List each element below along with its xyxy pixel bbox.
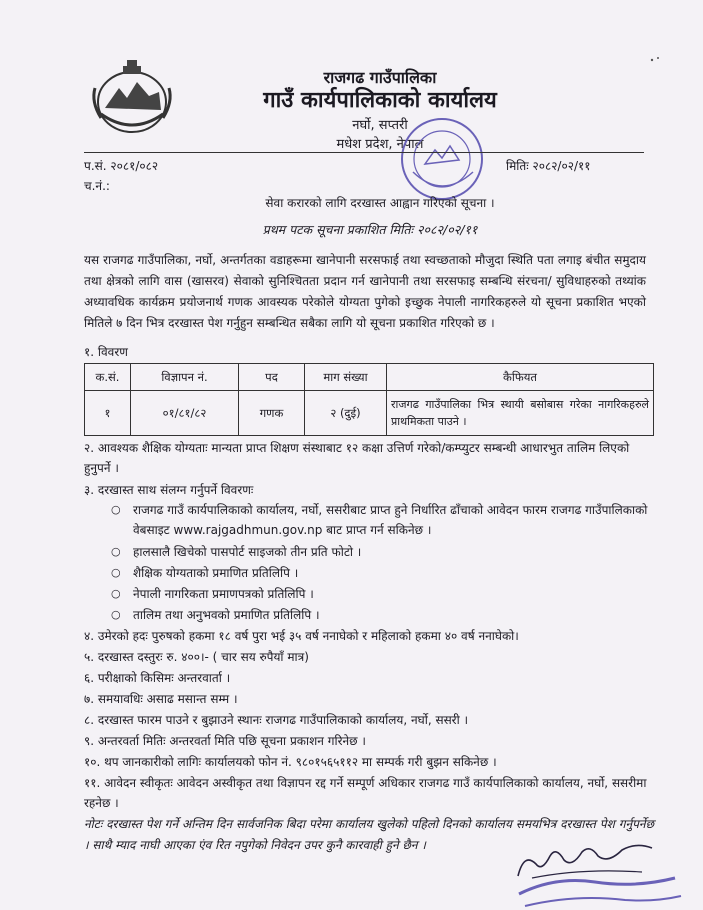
fiscal-year-ref: प.सं. २०८१/०८२: [84, 159, 159, 173]
vacancy-table: [84, 363, 654, 436]
bullet-icon: ○: [111, 566, 121, 579]
list-item-text: तालिम तथा अनुभवको प्रमाणित प्रतिलिपि ।: [133, 608, 320, 622]
table-cell-remark: राजगढ गाउँपालिका भित्र स्थायी बसोबास गरेका नागरिकहरुले प्राथमिकता पाउने ।: [387, 391, 654, 436]
list-item: [111, 500, 653, 540]
list-item-text: नेपाली नागरिकता प्रमाणपत्रको प्रतिलिपि ।: [133, 587, 314, 601]
table-header-row: [85, 364, 654, 391]
item-3-title: ३. दरखास्त साथ संलग्न गर्नुपर्ने विवरणः: [84, 483, 254, 497]
signatory-stamp: [515, 872, 685, 910]
notice-subject: सेवा करारको लागि दरखास्त आह्वान गरिएको सूचना ।: [265, 196, 495, 210]
header-divider: [84, 152, 644, 153]
list-item-text: शैक्षिक योग्यताको प्रमाणित प्रतिलिपि ।: [133, 566, 299, 580]
item-10-contact: १०. थप जानकारीको लागिः कार्यालयको फोन नं. ९८०१५६५११२ मा सम्पर्क गरी बुझन सकिनेछ ।: [84, 755, 497, 769]
first-published-date: प्रथम पटक सूचना प्रकाशित मितिः २०८२/०२/११: [262, 222, 478, 237]
item-8-place: ८. दरखास्त फारम पाउने र बुझाउने स्थानः राजगढ गाउँपालिकाको कार्यालय, नर्घो, ससरी ।: [84, 713, 469, 727]
table-header-cell: विज्ञापन नं.: [131, 364, 239, 391]
table-cell-ad-number: ०१/८१/८२: [131, 391, 239, 436]
intro-paragraph: यस राजगढ गाउँपालिका, नर्घो, अन्तर्गतका वडाहरूमा खानेपानी सरसफाई तथा स्वच्छताको मौजुदा स्थिति पता लगाइ बंचीत समुदाय तथा क्षेत्रको लागि वास (खासरव) सेवाको सुनिश्चितता प्रदान गर्न खानेपानी तथा सरसफाइ सम्बन्धि संरचना/ सुविधाहरुको तथ्यांक अध्यावधिक कार्यक्रम प्रयोजनार्थ गणक आवस्यक परेकोले योग्यता पुगेको इच्छुक नेपाली नागरिकहरुले यो सूचना प्रकाशित भएको मितिले ७ दिन भित्र दरखास्त पेश गर्नुहुन सम्बन्धित सबैका लागि यो सूचना प्रकाशित गरिएको छ ।: [84, 253, 646, 330]
nepal-emblem-icon: [87, 58, 177, 138]
item-7-duration: ७. समयावधिः असाढ मसान्त सम्म ।: [84, 692, 238, 706]
mark-icon: [640, 50, 670, 70]
list-item: [111, 542, 653, 562]
table-cell-serial: १: [85, 391, 131, 436]
bullet-icon: ○: [111, 503, 121, 516]
table-header-cell: पद: [239, 364, 305, 391]
table-header-cell: कैफियत: [387, 364, 654, 391]
location-line-1: नर्घो, सप्तरी: [352, 118, 408, 133]
dispatch-number: च.नं.:: [84, 179, 110, 193]
item-4-age-limit: ४. उमेरको हदः पुरुषको हकमा १८ वर्ष पुरा भई ३५ वर्ष ननाघेको र महिलाको हकमा ४० वर्ष ननाघेको।: [84, 629, 519, 643]
list-item: [111, 605, 653, 625]
item-9-interview-date: ९. अन्तरवर्ता मितिः अन्तरवर्ता मिति पछि सूचना प्रकाशन गरिनेछ ।: [84, 734, 366, 748]
bullet-icon: ○: [111, 587, 121, 600]
list-item: [111, 563, 653, 583]
list-item: [111, 584, 653, 604]
section-1-title: १. विवरण: [84, 345, 128, 359]
list-item-text: राजगढ गाउँ कार्यपालिकाको कार्यालय, नर्घो, ससरीबाट प्राप्त हुने निर्धारित ढाँचाको आवेदन फारम राजगढ गाउँपालिकाको वेबसाइट www.rajgadhmun.gov.np बाट प्राप्त गर्न सकिनेछ ।: [133, 503, 648, 537]
municipality-name: राजगढ गाउँपालिका: [323, 68, 437, 87]
list-item-text: हालसालै खिचेको पासपोर्ट साइजको तीन प्रति फोटो ।: [133, 545, 362, 559]
table-row: [85, 391, 654, 436]
bullet-icon: ○: [111, 545, 121, 558]
table-cell-post: गणक: [239, 391, 305, 436]
office-seal-stamp: [395, 112, 490, 207]
bullet-icon: ○: [111, 608, 121, 621]
office-name: गाउँ कार्यपालिकाको कार्यालय: [263, 88, 497, 113]
location-line-2: मधेश प्रदेश, नेपाल: [336, 137, 424, 152]
item-2-qualification: २. आवश्यक शैक्षिक योग्यताः मान्यता प्राप्त शिक्षण संस्थाबाट १२ कक्षा उत्तिर्ण गरेको/कम्प्युटर सम्बन्धी आधारभुत तालिम लिएको हुनुपर्ने ।: [84, 441, 630, 475]
table-header-cell: क.सं.: [85, 364, 131, 391]
table-cell-demand: २ (दुई): [305, 391, 387, 436]
item-11-approval: ११. आवेदन स्वीकृतः आवेदन अस्वीकृत तथा विज्ञापन रद्द गर्ने सम्पूर्ण अधिकार राजगढ गाउँ कार्यपालिकाको कार्यालय, नर्घो, ससरीमा रहनेछ ।: [84, 776, 647, 810]
item-5-fee: ५. दरखास्त दस्तुरः रु. ४००।- ( चार सय रुपैयाँ मात्र): [84, 650, 309, 664]
note-paragraph: नोटः दरखास्त पेश गर्ने अन्तिम दिन सार्वजनिक बिदा परेमा कार्यालय खुलेको पहिलो दिनको कार्यालय समयभित्र दरखास्त पेश गर्नुपर्नेछ । साथै म्याद नाघी आएका एंव रित नपुगेको निवेदन उपर कुनै कारवाही हुने छैन ।: [84, 817, 654, 852]
item-6-exam-type: ६. परीक्षाको किसिमः अन्तरवार्ता ।: [84, 671, 231, 685]
table-header-cell: माग संख्या: [305, 364, 387, 391]
notice-date: मितिः २०८२/०२/११: [506, 159, 591, 173]
